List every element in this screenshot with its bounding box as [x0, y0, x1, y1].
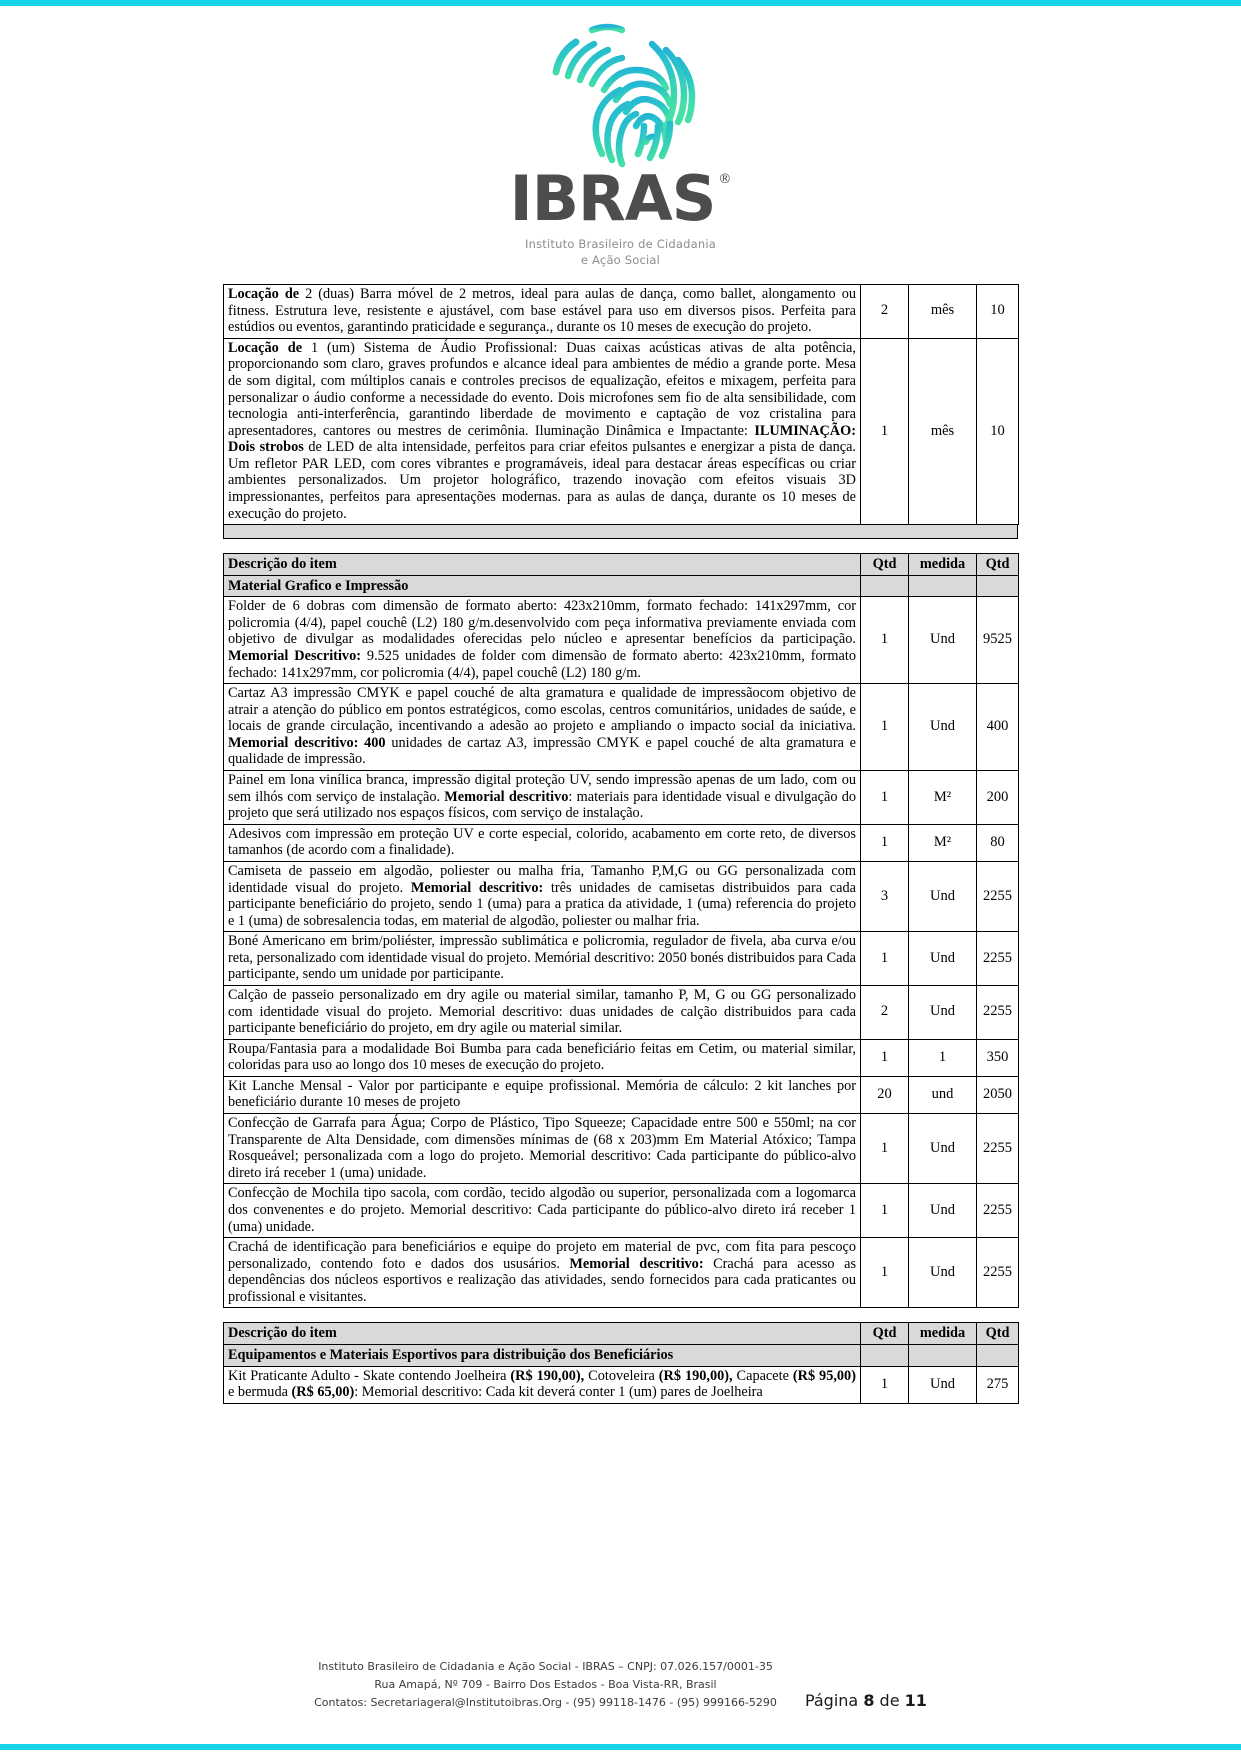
esportivos-table	[223, 1322, 1019, 1403]
row-qtd: 1	[861, 771, 909, 825]
page-prefix: Página	[804, 1691, 864, 1710]
table-row	[224, 824, 1019, 861]
row-qtd: 1	[861, 1238, 909, 1308]
material-grafico-table-body	[224, 554, 1019, 1308]
row-qtd2: 2050	[977, 1076, 1019, 1113]
table-row	[224, 1076, 1019, 1113]
row-description: Boné Americano em brim/poliéster, impressão sublimática e policromia, regulador de fivela, aba curva e/ou reta, personalizado com identidade visual do projeto. Memórial descritivo: 2050 bonés distribuidos para Cada participante, sendo um unidade por participante.	[224, 932, 861, 986]
logo-tagline-line1: Instituto Brasileiro de Cidadania	[525, 237, 716, 251]
table-row	[224, 771, 1019, 825]
row-medida: 1	[909, 1039, 977, 1076]
row-qtd2: 275	[977, 1366, 1019, 1403]
fingerprint-logo-icon	[526, 14, 716, 174]
table-header-row	[224, 1323, 1019, 1345]
section-title: Equipamentos e Materiais Esportivos para distribuição dos Beneficiários	[224, 1344, 861, 1366]
row-qtd: 2	[861, 986, 909, 1040]
row-qtd2: 2255	[977, 861, 1019, 931]
table-row	[224, 1366, 1019, 1403]
row-medida: mês	[909, 338, 977, 524]
row-medida: Und	[909, 861, 977, 931]
row-qtd2: 2255	[977, 1114, 1019, 1184]
row-description: Locação de 1 (um) Sistema de Áudio Profissional: Duas caixas acústicas ativas de alta potência, proporcionando som claro, graves profundos e alcance ideal para ambientes de médio a grande porte. Mesa de som digital, com múltiplos canais e controles precisos de equalização, efeitos e mixagem, perfeita para personalizar o áudio conforme a necessidade do evento. Dois microfones sem fio de alta sensibilidade, com tecnologia anti-interferência, garantindo liberdade de movimento e captação de voz cristalina para apresentadores, cantores ou mestres de cerimônia. Iluminação Dinâmica e Impactante: ILUMINAÇÃO: Dois strobos de LED de alta intensidade, perfeitos para criar efeitos pulsantes e energizar a pista de dança. Um refletor PAR LED, com cores vibrantes e programáveis, ideal para destacar áreas específicas ou criar ambientes personalizados. Um projetor holográfico, trazendo inovação com efeitos visuais 3D impressionantes, perfeitos para apresentações modernas. para as aulas de dança, durante os 10 meses de execução do projeto.	[224, 338, 861, 524]
table-section-row	[224, 1344, 1019, 1366]
row-description: Confecção de Mochila tipo sacola, com cordão, tecido algodão ou superior, personalizada com a logomarca dos convenentes e do projeto. Memorial descritivo: Cada participante do público-alvo direto irá receber 1 (uma) unidade.	[224, 1184, 861, 1238]
row-description: Cartaz A3 impressão CMYK e papel couché de alta gramatura e qualidade de impressãocom objetivo de atrair a atenção do público em pontos estratégicos, como escolas, centros comunitários, unidades de saúde, e locais de grande circulação, incentivando a adesão ao projeto e ampliando o impacto social da iniciativa. Memorial descritivo: 400 unidades de cartaz A3, impressão CMYK e papel couché de alta gramatura e qualidade de impressão.	[224, 684, 861, 771]
table-row	[224, 1238, 1019, 1308]
section-title: Material Grafico e Impressão	[224, 575, 861, 597]
page-middle: de	[874, 1691, 905, 1710]
row-medida: Und	[909, 1366, 977, 1403]
logo-tagline	[525, 237, 716, 268]
row-qtd: 1	[861, 684, 909, 771]
table-row	[224, 1184, 1019, 1238]
column-header-qtd: Qtd	[861, 1323, 909, 1345]
row-qtd: 1	[861, 597, 909, 684]
table-spacer-band	[223, 525, 1018, 539]
row-qtd2: 350	[977, 1039, 1019, 1076]
row-qtd2: 2255	[977, 1184, 1019, 1238]
table-section-row	[224, 575, 1019, 597]
section-qtd2-empty	[977, 575, 1019, 597]
table-gap	[0, 539, 1241, 553]
row-qtd: 1	[861, 1039, 909, 1076]
row-qtd: 1	[861, 338, 909, 524]
row-qtd2: 10	[977, 285, 1019, 339]
material-grafico-table	[223, 553, 1019, 1308]
row-medida: M²	[909, 771, 977, 825]
row-medida: Und	[909, 597, 977, 684]
row-description: Confecção de Garrafa para Água; Corpo de Plástico, Tipo Squeeze; Capacidade entre 500 e 550ml; na cor Transparente de Alta Densidade, com dimensões mínimas de (68 x 203)mm Em Material Atóxico; Tampa Rosqueável; personalizada com a logo do projeto. Memorial descritivo: Cada participante do público-alvo direto irá receber 1 (uma) unidade.	[224, 1114, 861, 1184]
page-current: 8	[863, 1691, 875, 1710]
row-description: Folder de 6 dobras com dimensão de formato aberto: 423x210mm, formato fechado: 141x297mm, cor policromia (4/4), papel couchê (L2) 180 g/m.desenvolvido com peça informativa previamente enviada com objetivo de divulgar as modalidades oferecidas pelo núcleo e apresentar benefícios da participação. Memorial Descritivo: 9.525 unidades de folder com dimensão de formato aberto: 423x210mm, formato fechado: 141x297mm, cor policromia (4/4), papel couchê (L2) 180 g/m.	[224, 597, 861, 684]
row-description: Painel em lona vinílica branca, impressão digital proteção UV, sendo impressão apenas de um lado, com ou sem ilhós com serviço de instalação. Memorial descritivo: materiais para identidade visual e divulgação do projeto que será utilizado nos espaços físicos, com serviço de instalação.	[224, 771, 861, 825]
table-row	[224, 285, 1019, 339]
page-footer	[0, 1658, 1241, 1712]
top-accent-bar	[0, 0, 1241, 6]
page-number-indicator	[805, 1691, 927, 1712]
section-medida-empty	[909, 575, 977, 597]
table-header-row	[224, 554, 1019, 576]
row-qtd2: 200	[977, 771, 1019, 825]
locacao-table-body	[224, 285, 1019, 525]
row-description: Locação de 2 (duas) Barra móvel de 2 metros, ideal para aulas de dança, como ballet, alongamento ou fitness. Estrutura leve, resistente e ajustável, com base estável para uso em diversos pisos. Perfeita para estúdios ou eventos, garantindo praticidade e segurança., durante os 10 meses de execução do projeto.	[224, 285, 861, 339]
logo-wordmark: IBRAS	[509, 162, 716, 235]
column-header-qtd2: Qtd	[977, 1323, 1019, 1345]
row-qtd: 1	[861, 1366, 909, 1403]
row-description: Kit Lanche Mensal - Valor por participante e equipe profissional. Memória de cálculo: 2 kit lanches por beneficiário durante 10 meses de projeto	[224, 1076, 861, 1113]
table-row	[224, 1114, 1019, 1184]
row-qtd: 1	[861, 1114, 909, 1184]
column-header-medida: medida	[909, 554, 977, 576]
row-qtd: 2	[861, 285, 909, 339]
logo-header	[0, 0, 1241, 268]
table-row	[224, 986, 1019, 1040]
row-qtd: 20	[861, 1076, 909, 1113]
logo-tagline-line2: e Ação Social	[580, 252, 661, 267]
table-row	[224, 861, 1019, 931]
footer-line-2: Rua Amapá, Nº 709 - Bairro Dos Estados - Boa Vista-RR, Brasil	[374, 1677, 717, 1691]
row-description: Camiseta de passeio em algodão, poliester ou malha fria, Tamanho P,M,G ou GG personalizada com identidade visual do projeto. Memorial descritivo: três unidades de camisetas distribuidos para cada participante beneficiário do projeto, sendo 1 (uma) para a pratica da atividade, 1 (uma) referencia do projeto e 1 (uma) de sobresalencia todas, em material de algodão, poliester ou malhar fria.	[224, 861, 861, 931]
row-medida: Und	[909, 684, 977, 771]
row-qtd: 1	[861, 824, 909, 861]
esportivos-table-body	[224, 1323, 1019, 1403]
row-description: Adesivos com impressão em proteção UV e corte especial, colorido, acabamento em corte reto, de diversos tamanhos (de acordo com a finalidade).	[224, 824, 861, 861]
footer-line-3: Contatos: Secretariageral@Institutoibras.Org - (95) 99118-1476 - (95) 999166-5290	[314, 1695, 777, 1709]
column-header-descricao: Descrição do item	[224, 554, 861, 576]
column-header-qtd: Qtd	[861, 554, 909, 576]
section-medida-empty	[909, 1344, 977, 1366]
footer-line-1: Instituto Brasileiro de Cidadania e Ação Social - IBRAS – CNPJ: 07.026.157/0001-35	[318, 1659, 773, 1673]
column-header-descricao: Descrição do item	[224, 1323, 861, 1345]
row-medida: Und	[909, 1114, 977, 1184]
row-qtd: 3	[861, 861, 909, 931]
row-medida: Und	[909, 1184, 977, 1238]
row-description: Calção de passeio personalizado em dry agile ou material similar, tamanho P, M, G ou GG personalizado com identidade visual do projeto. Memorial descritivo: duas unidades de calção distribuidos para cada participante beneficiário do projeto, em dry agile ou material similar.	[224, 986, 861, 1040]
row-description: Crachá de identificação para beneficiários e equipe do projeto em material de pvc, com fita para pescoço personalizado, contendo foto e dados dos ususários. Memorial descritivo: Crachá para acesso as dependências dos núcleos esportivos e realização das atividades, sendo fornecidos para cada praticantes ou profissional e visitantes.	[224, 1238, 861, 1308]
table-row	[224, 932, 1019, 986]
table-row	[224, 597, 1019, 684]
table-row	[224, 1039, 1019, 1076]
section-qtd-empty	[861, 1344, 909, 1366]
row-qtd2: 10	[977, 338, 1019, 524]
table-gap-2	[0, 1308, 1241, 1322]
row-medida: Und	[909, 1238, 977, 1308]
footer-contact-block	[314, 1658, 777, 1712]
esportivos-table-wrapper	[223, 1322, 1018, 1403]
registered-trademark-icon: ®	[718, 172, 732, 187]
row-medida: Und	[909, 986, 977, 1040]
row-medida: und	[909, 1076, 977, 1113]
bottom-accent-bar	[0, 1744, 1241, 1750]
row-description: Kit Praticante Adulto - Skate contendo Joelheira (R$ 190,00), Cotoveleira (R$ 190,00), Capacete (R$ 95,00) e bermuda (R$ 65,00): Memorial descritivo: Cada kit deverá conter 1 (um) pares de Joelheira	[224, 1366, 861, 1403]
row-qtd2: 2255	[977, 1238, 1019, 1308]
table-row	[224, 684, 1019, 771]
row-qtd: 1	[861, 932, 909, 986]
row-medida: mês	[909, 285, 977, 339]
row-qtd2: 400	[977, 684, 1019, 771]
locacao-table	[223, 284, 1019, 525]
column-header-medida: medida	[909, 1323, 977, 1345]
row-qtd2: 9525	[977, 597, 1019, 684]
row-medida: M²	[909, 824, 977, 861]
row-medida: Und	[909, 932, 977, 986]
row-qtd2: 2255	[977, 986, 1019, 1040]
row-description: Roupa/Fantasia para a modalidade Boi Bumba para cada beneficiário feitas em Cetim, ou material similar, coloridas para uso ao longo dos 10 meses de execução do projeto.	[224, 1039, 861, 1076]
row-qtd: 1	[861, 1184, 909, 1238]
locacao-table-wrapper	[223, 284, 1018, 525]
table-row	[224, 338, 1019, 524]
section-qtd-empty	[861, 575, 909, 597]
row-qtd2: 2255	[977, 932, 1019, 986]
section-qtd2-empty	[977, 1344, 1019, 1366]
row-qtd2: 80	[977, 824, 1019, 861]
column-header-qtd2: Qtd	[977, 554, 1019, 576]
page-total: 11	[904, 1691, 927, 1710]
material-grafico-table-wrapper	[223, 553, 1018, 1308]
